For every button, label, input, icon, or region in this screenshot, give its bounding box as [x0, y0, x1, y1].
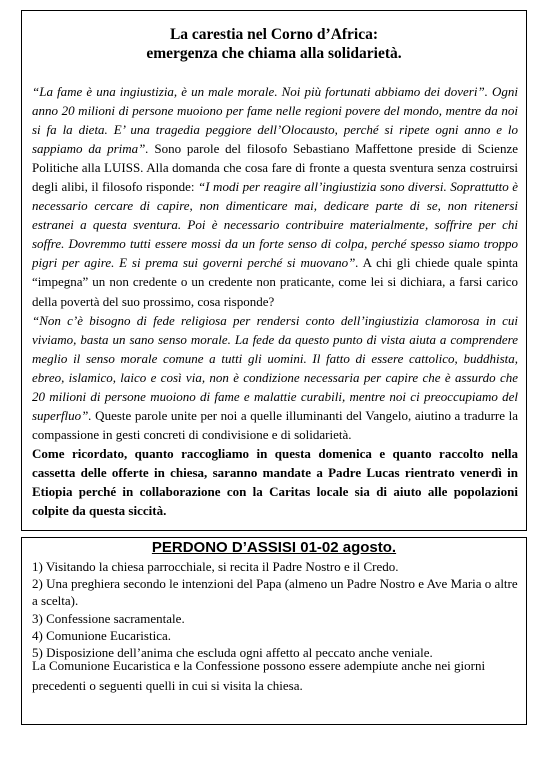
list-item: 4) Comunione Eucaristica. [32, 627, 171, 643]
quote-3: “Non c’è bisogno di fede religiosa per rendersi conto dell’ingiustizia clamorosa in cui viviamo, basta un sano senso morale. La fede da questo punto di vista aiuta a comprendere meglio il senso morale comune a tutti gli uomini. Il fatto di essere cattolico, buddhista, ebreo, islamico, laico e così via, non è condizione necessaria per capire che è assurdo che 20 milioni di persone muoiono di fame e malattie curabili, mentre noi ci preoccupiamo del superfluo”. [32, 312, 518, 423]
perdono-title: PERDONO D’ASSISI 01-02 agosto. [151, 539, 397, 556]
article-body [32, 82, 518, 520]
article-title-line1: La carestia nel Corno d’Africa: [169, 26, 379, 43]
text-2: A chi gli chiede quale spinta “impegna” un non credente o un credente non praticante, come lei si dichiara, a farsi carico della povertà del suo prossimo, cosa risponde? [32, 255, 519, 309]
article-box [21, 10, 527, 531]
list-item: 1) Visitando la chiesa parrocchiale, si recita il Padre Nostro e il Credo. [32, 559, 399, 574]
text-1: Sono parole del filosofo Sebastiano Maffettone preside di Scienze Politiche alla LUISS. Alla domanda che cosa fare di fronte a questa sventura senza costruirsi degli alibi, il filosofo risponde: [32, 141, 518, 195]
text-3: Queste parole unite per noi a quelle illuminanti del Vangelo, aiutino a tradurre la compassione in gesti concreti di condivisione e di solidarietà. [32, 407, 518, 442]
perdono-list [32, 558, 518, 661]
list-item: 3) Confessione sacramentale. [32, 610, 185, 626]
list-item: 5) Disposizione dell’anima che escluda ogni affetto al peccato anche veniale. [32, 645, 433, 661]
quote-2: “I modi per reagire all’ingiustizia sono diversi. Soprattutto è necessario cercare di capire, non dimenticare mai, dedicare parte di se, non ritenersi estranei a questa sventura. Poi è necessario contribuire materialmente, soffrire per chi soffre. Dovremmo tutti essere mossi da un forte senso di colpa, perché spesso siamo troppo pigri per agire. E si prema sui governi perché si muovano”. [32, 179, 518, 271]
list-item: 2) Una preghiera secondo le intenzioni del Papa (almeno un Padre Nostro e Ave Maria o altre a scelta). [32, 576, 518, 609]
perdono-note: La Comunione Eucaristica e la Confessione possono essere adempiute anche nei giorni precedenti o seguenti quelli in cui si visita la chiesa. [32, 658, 486, 693]
donation-note: Come ricordato, quanto raccogliamo in questa domenica e quanto raccolto nella cassetta delle offerte in chiesa, saranno mandate a Padre Lucas rientrato venerdì in Etiopia perché in collaborazione con la Caritas locale sia di aiuto alle popolazioni colpite da questa siccità. [32, 445, 518, 519]
perdono-box [21, 537, 527, 725]
quote-1: “La fame è una ingiustizia, è un male morale. Noi più fortunati abbiamo dei doveri”. Ogni anno 20 milioni di persone muoiono per fame nelle regioni povere del mondo, mentre da noi si fa la dieta. E’ una tragedia peggiore dell’Olocausto, perché si ripete ogni anno e lo sappiamo da prima”. [32, 84, 518, 157]
article-title-line2: emergenza che chiama alla solidarietà. [146, 45, 402, 62]
